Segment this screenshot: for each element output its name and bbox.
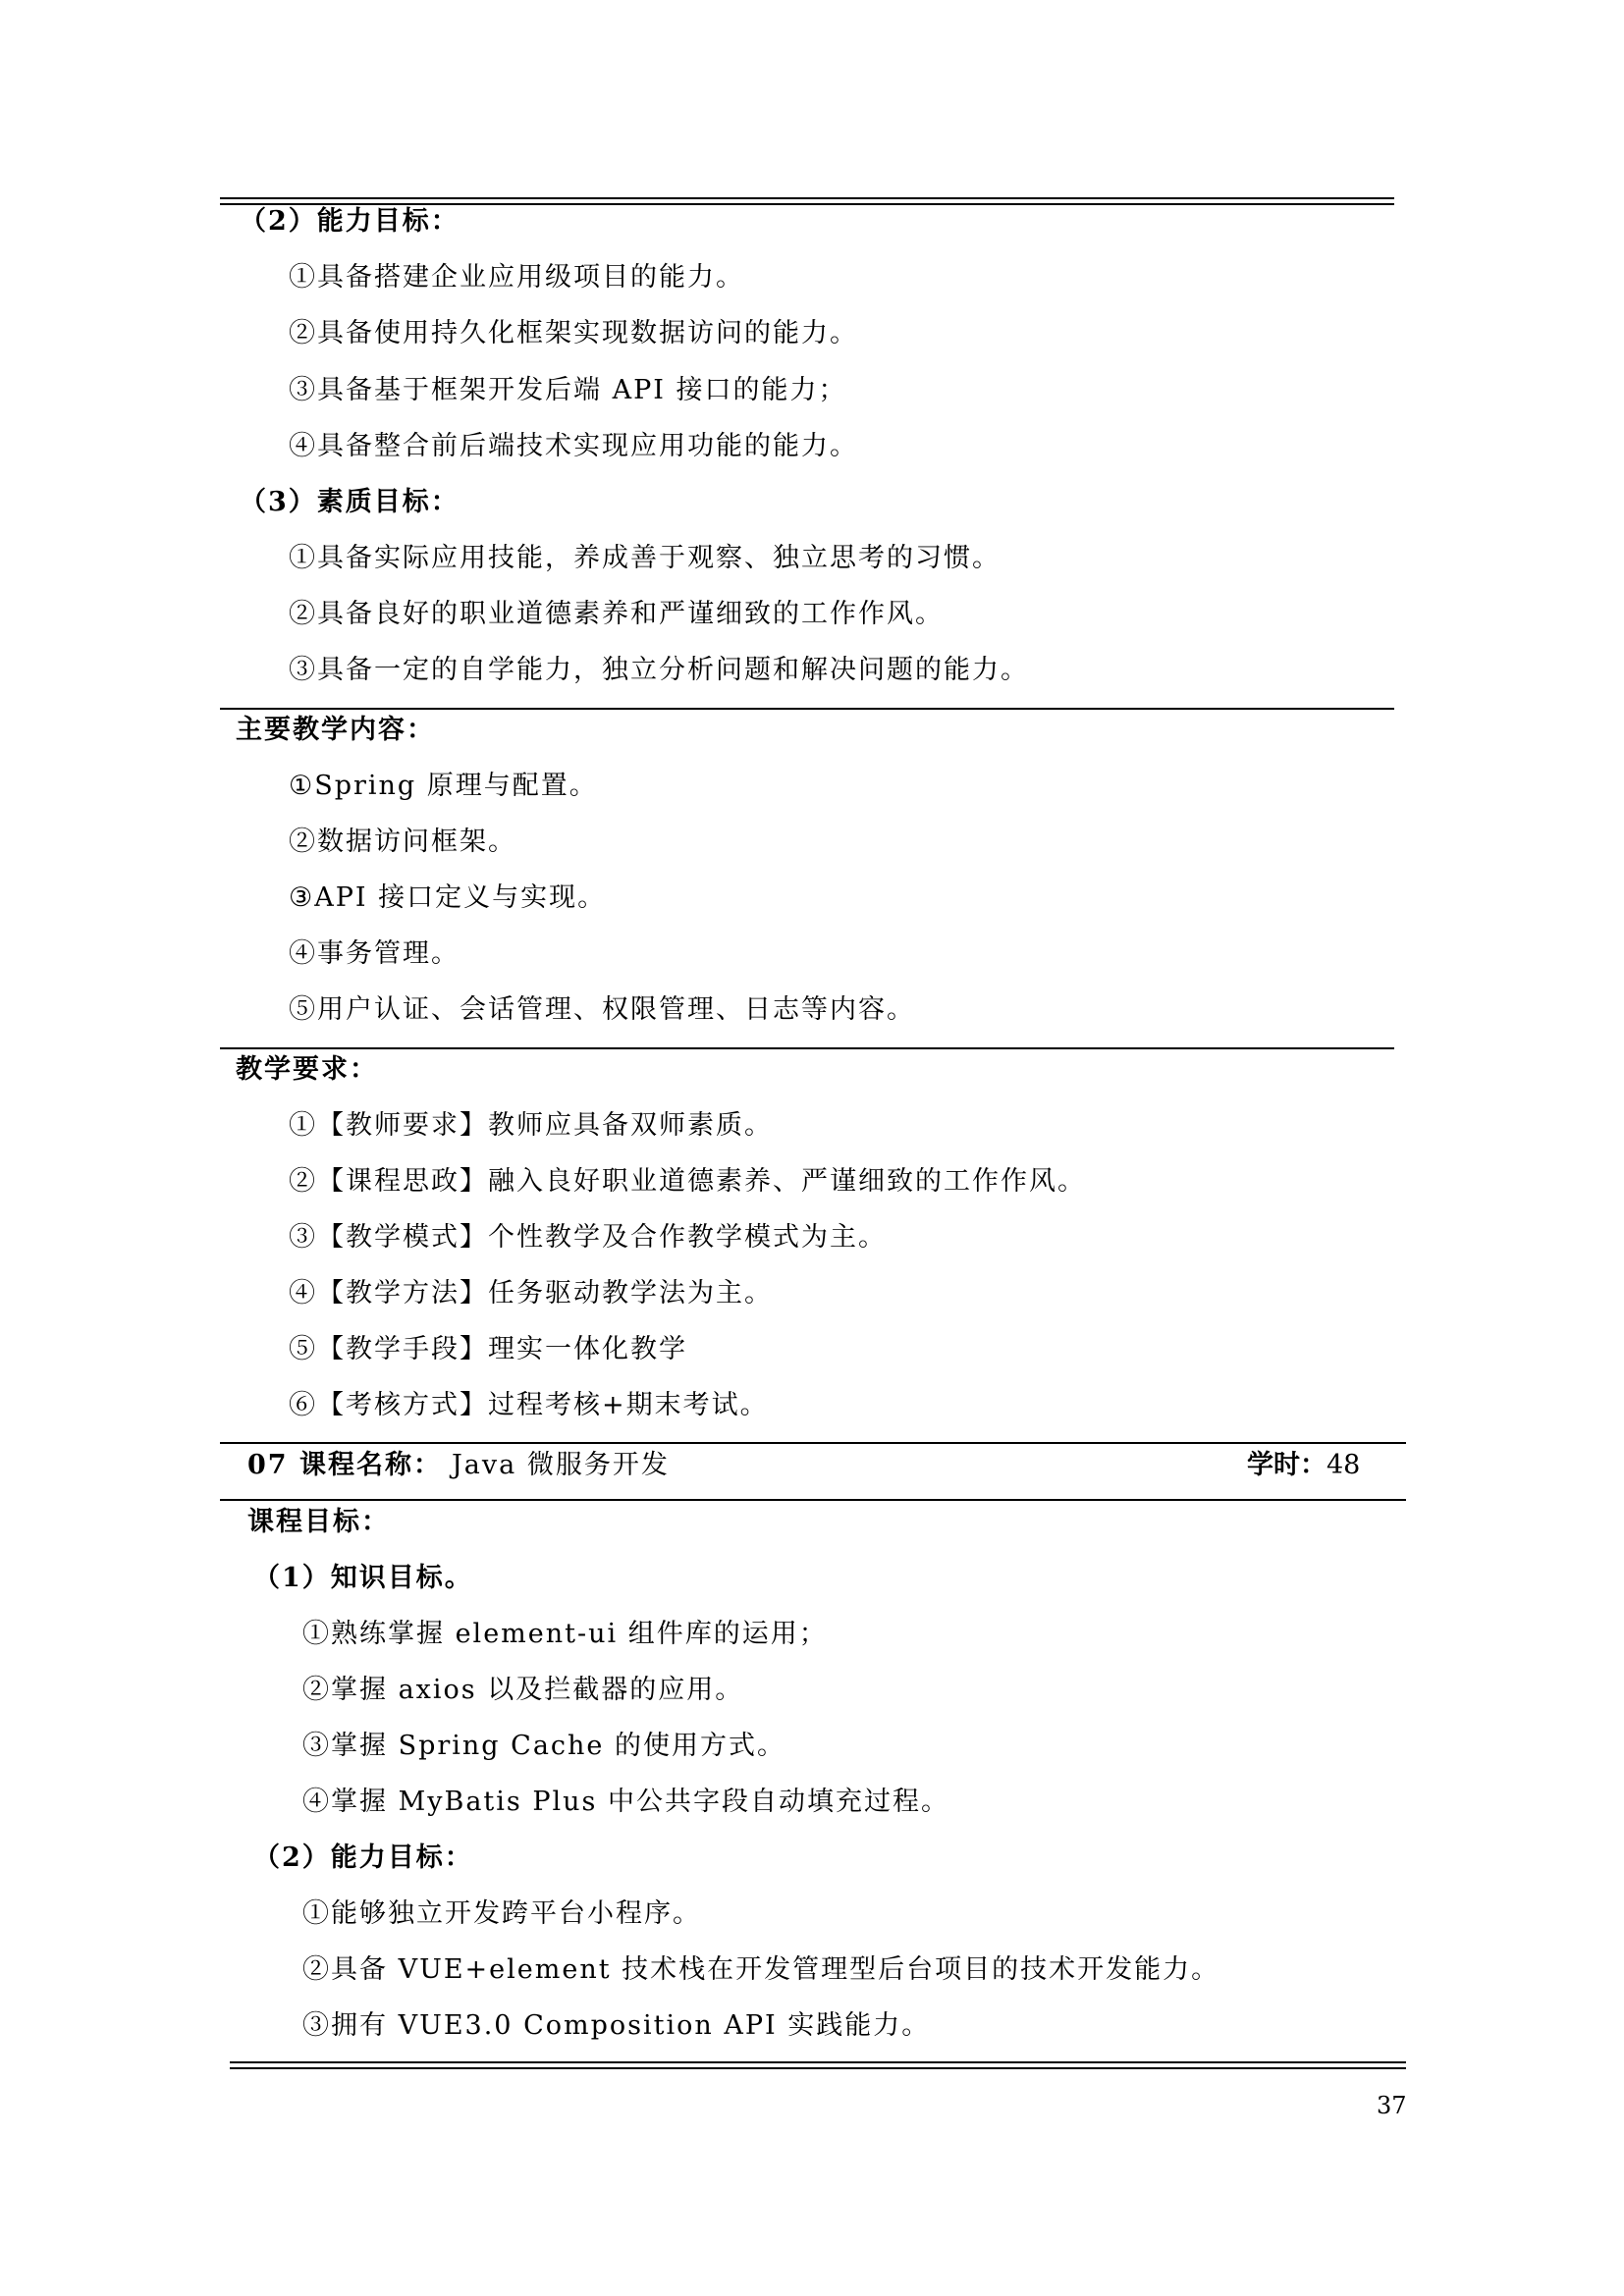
list-item: ②掌握 axios 以及拦截器的应用。 [302, 1675, 744, 1705]
course-name: Java 微服务开发 [451, 1450, 670, 1480]
section-divider [220, 1442, 1406, 1444]
requirements-heading: 教学要求： [236, 1054, 378, 1085]
course-title-row [247, 1448, 670, 1483]
list-item: ①具备实际应用技能，养成善于观察、独立思考的习惯。 [289, 543, 1001, 573]
list-item: ②具备使用持久化框架实现数据访问的能力。 [289, 318, 858, 348]
list-item: ③拥有 VUE3.0 Composition API 实践能力。 [302, 2010, 931, 2041]
section-divider [220, 1499, 1406, 1501]
page-number: 37 [1377, 2092, 1407, 2119]
list-item: ②具备 VUE+element 技术栈在开发管理型后台项目的技术开发能力。 [302, 1954, 1220, 1985]
list-item: ②【课程思政】融入良好职业道德素养、严谨细致的工作作风。 [289, 1166, 1086, 1197]
list-item: ④掌握 MyBatis Plus 中公共字段自动填充过程。 [302, 1787, 949, 1817]
list-item: ①具备搭建企业应用级项目的能力。 [289, 262, 744, 293]
ability-heading: （2）能力目标： [253, 1842, 473, 1873]
section-divider [220, 1047, 1394, 1049]
list-item: ①Spring 原理与配置。 [289, 771, 598, 801]
list-item: ④具备整合前后端技术实现应用功能的能力。 [289, 431, 858, 461]
course-label: 07 课程名称： [247, 1450, 442, 1480]
list-item: ③具备基于框架开发后端 API 接口的能力； [289, 375, 847, 405]
knowledge-heading: （1）知识目标。 [253, 1563, 473, 1593]
list-item: ⑤用户认证、会话管理、权限管理、日志等内容。 [289, 994, 915, 1025]
list-item: ③具备一定的自学能力，独立分析问题和解决问题的能力。 [289, 655, 1029, 685]
list-item: ①熟练掌握 element-ui 组件库的运用； [302, 1619, 828, 1649]
bottom-double-rule [230, 2061, 1406, 2069]
content-heading: 主要教学内容： [236, 715, 435, 745]
list-item: ④事务管理。 [289, 938, 460, 969]
list-item: ②具备良好的职业道德素养和严谨细致的工作作风。 [289, 599, 944, 629]
list-item: ⑤【教学手段】理实一体化教学 [289, 1334, 687, 1364]
list-item: ⑥【考核方式】过程考核+期末考试。 [289, 1390, 769, 1420]
hours-value: 48 [1326, 1450, 1361, 1480]
list-item: ③【教学模式】个性教学及合作教学模式为主。 [289, 1222, 887, 1253]
course-hours [1247, 1448, 1360, 1483]
list-item: ①能够独立开发跨平台小程序。 [302, 1898, 701, 1929]
quality-heading: （3）素质目标： [240, 487, 460, 517]
list-item: ③API 接口定义与实现。 [289, 882, 607, 913]
hours-label: 学时： [1247, 1450, 1326, 1480]
list-item: ③掌握 Spring Cache 的使用方式。 [302, 1731, 785, 1761]
section-divider [220, 708, 1394, 710]
goals-heading: 课程目标： [247, 1507, 390, 1537]
list-item: ④【教学方法】任务驱动教学法为主。 [289, 1278, 773, 1308]
list-item: ②数据访问框架。 [289, 827, 516, 857]
list-item: ①【教师要求】教师应具备双师素质。 [289, 1110, 773, 1141]
ability-heading: （2）能力目标： [240, 206, 460, 237]
